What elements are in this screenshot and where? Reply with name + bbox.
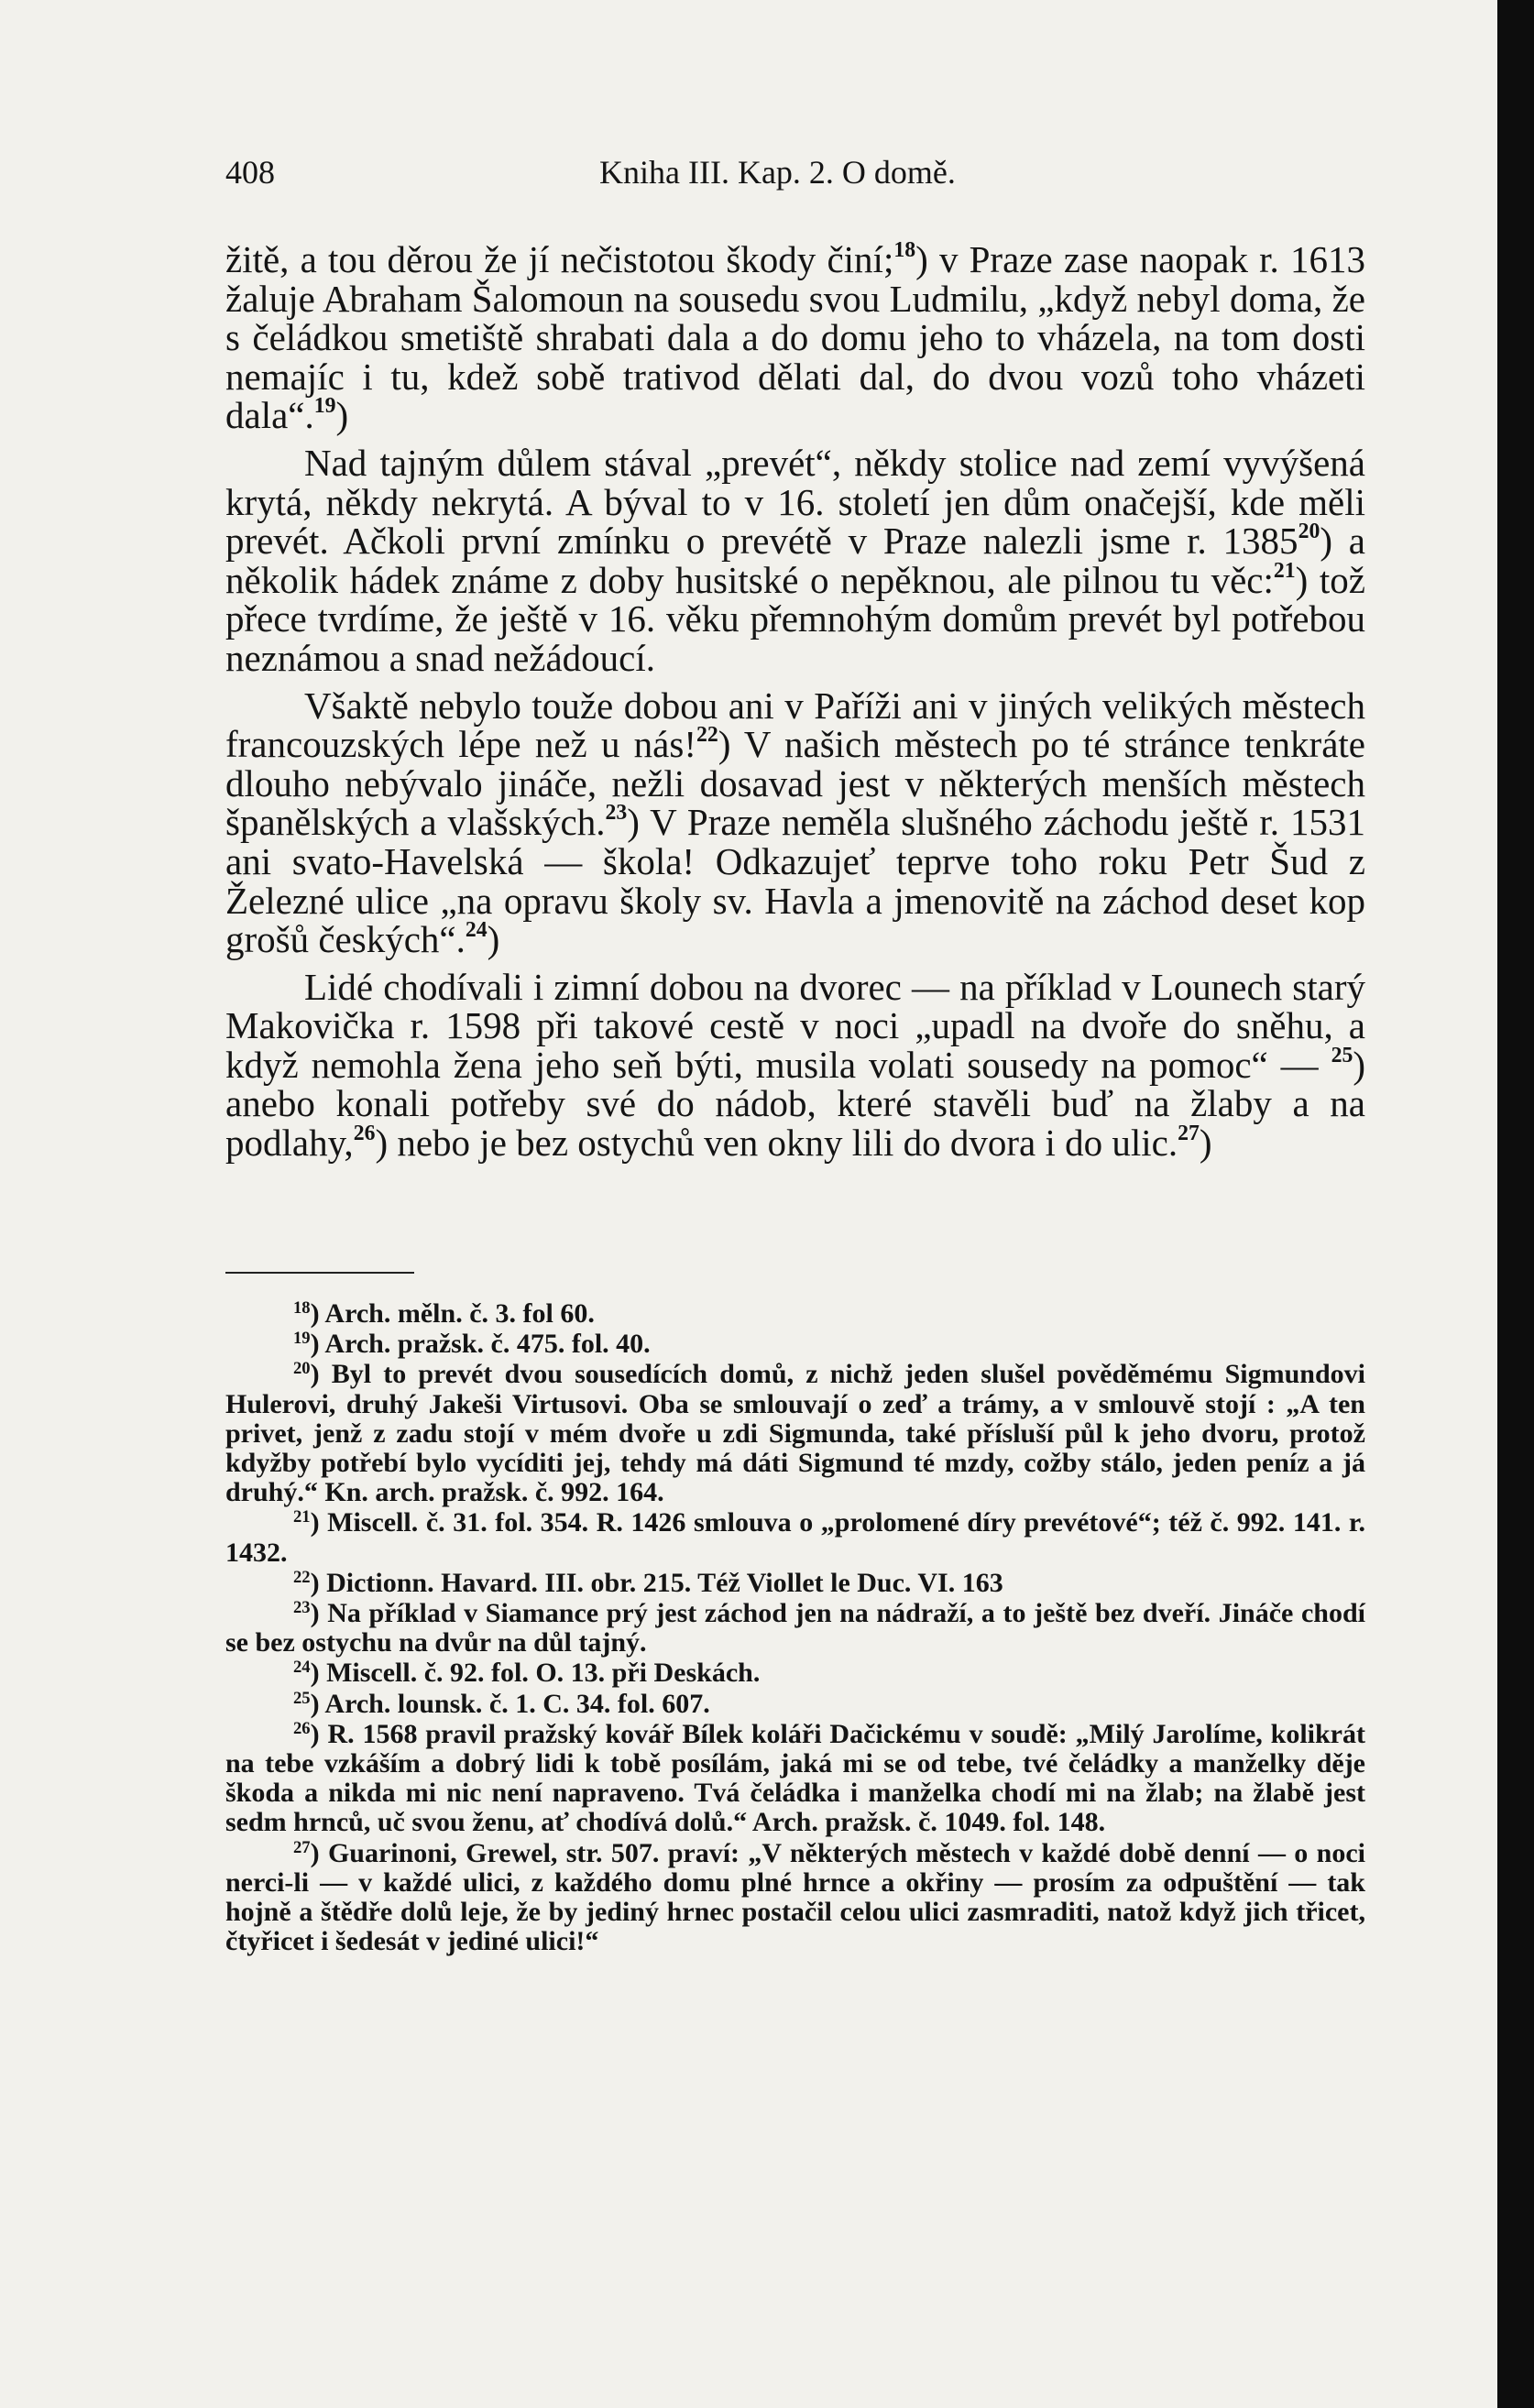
footnote: $^{23}$) Na příklad v Siamance prý jest záchod jen na nádraží, a to ještě bez dveří. Jináče chodí se bez ostychu na dvůr na důl tajný. bbox=[225, 1597, 1365, 1658]
footnote-ref: 27 bbox=[1178, 1121, 1200, 1145]
page-number: 408 bbox=[225, 154, 275, 191]
footnote: $^{21}$) Miscell. č. 31. fol. 354. R. 1426 smlouva o „prolomené díry prevétové“; též č. 992. 141. r. 1432. bbox=[225, 1507, 1365, 1568]
footnote-ref: 21 bbox=[1273, 558, 1296, 583]
footnote: $^{24}$) Miscell. č. 92. fol. O. 13. při Deskách. bbox=[293, 1658, 761, 1689]
footnote-ref: 26 bbox=[353, 1121, 376, 1145]
footnote: $^{22}$) Dictionn. Havard. III. obr. 215. Též Viollet le Duc. VI. 163 bbox=[293, 1567, 1003, 1598]
footnote-ref: 19 bbox=[313, 394, 336, 419]
footnote-ref: 20 bbox=[1298, 520, 1320, 544]
body-text bbox=[225, 237, 1365, 1171]
paragraph: Lidé chodívali i zimní dobou na dvorec — na příklad v Lounech starý Makovička r. 1598 při takové cestě v noci „upadl na dvoře do sněhu, a když nemohla žena jeho seň býti, musila volati sousedy na pomoc“ — $^{25}$) anebo konali potřeby své do nádob, které stavěli buď na žlaby a na podlahy,$^{26}$) nebo je bez ostychů ven okny lili do dvora i do ulic.$^{27}$) bbox=[225, 965, 1365, 1165]
paragraph: Nad tajným důlem stával „prevét“, někdy stolice nad zemí vyvýšená krytá, někdy nekrytá. A býval to v 16. století jen dům onačejší, kde měli prevét. Ačkoli první zmínku o prevétě v Praze nalezli jsme r. 1385$^{20}$) a několik hádek známe z doby husitské o nepěknou, ale pilnou tu věc:$^{21}$) tož přece tvrdíme, že ještě v 16. věku přemnohým domům prevét byl potřebou neznámou a snad nežádoucí. bbox=[225, 441, 1365, 679]
footnote: $^{26}$) R. 1568 pravil pražský kovář Bílek koláři Dačickému v soudě: „Milý Jarolíme, kolikrát na tebe vzkáším a dobrý lidi k tobě posílám, jaká mi se od tebe, tvé čeládky a manželky děje škoda a nikda mi nic není napraveno. Tvá čeládka i manželka chodí mi na žlab; na žlabě jest sedm hrnců, uč svou ženu, ať chodívá dolů.“ Arch. pražsk. č. 1049. fol. 148. bbox=[225, 1718, 1365, 1838]
footnote: $^{18}$) Arch. měln. č. 3. fol 60. bbox=[293, 1297, 595, 1329]
footnote-ref: 18 bbox=[893, 237, 916, 262]
paragraph: žitě, a tou děrou že jí nečistotou škody činí;$^{18}$) v Praze zase naopak r. 1613 žaluje Abraham Šalomoun na sousedu svou Ludmilu, „když nebyl doma, že s čeládkou smetiště shrabati dala a do domu jeho to vházela, na tom dosti nemajíc i tu, kdež sobě trativod dělati dal, do dvou vozů toho vházeti dala“.$^{19}$) bbox=[225, 237, 1365, 437]
running-head: Kniha III. Kap. 2. O domě. bbox=[599, 154, 956, 191]
paragraph: Všaktě nebylo touže dobou ani v Paříži ani v jiných velikých městech francouzských lépe než u nás!$^{22}$) V našich městech po té stránce tenkráte dlouho nebývalo jináče, nežli dosavad jest v některých menších městech španělských a vlašských.$^{23}$) V Praze neměla slušného záchodu ještě r. 1531 ani svato-Havelská — škola! Odkazujeť teprve toho roku Petr Šud z Železné ulice „na opravu školy sv. Havla a jmenovitě na záchod deset kop grošů českých“.$^{24}$) bbox=[225, 684, 1365, 961]
footnote-ref: 22 bbox=[696, 723, 718, 748]
footnote: $^{19}$) Arch. pražsk. č. 475. fol. 40. bbox=[293, 1328, 651, 1360]
footnote-ref: 24 bbox=[465, 917, 488, 942]
footnote-ref: 25 bbox=[1331, 1043, 1353, 1067]
footnote-separator bbox=[225, 1272, 414, 1274]
footnotes bbox=[225, 1299, 1365, 1957]
footnote: $^{20}$) Byl to prevét dvou sousedících domů, z nichž jeden slušel pověděmému Sigmundovi Hulerovi, druhý Jakeši Virtusovi. Oba se smlouvají o zeď a trámy, a v smlouvě stojí : „A ten privet, jenž z zadu stojí v mém dvoře u zdi Sigmunda, také přísluší půl k jeho dvoru, protož kdyžby potřebí bylo vycíditi jej, tehdy má dáti Sigmund té mzdy, cožby stálo, jeden peníz a já druhý.“ Kn. arch. pražsk. č. 992. 164. bbox=[225, 1359, 1365, 1508]
page-header bbox=[225, 147, 1343, 198]
footnote-ref: 23 bbox=[605, 801, 628, 826]
footnote: $^{25}$) Arch. lounsk. č. 1. C. 34. fol. 607. bbox=[293, 1688, 710, 1719]
footnote: $^{27}$) Guarinoni, Grewel, str. 507. praví: „V některých městech v každé době denní — o noci nerci-li — v každé ulici, z každého domu plné hrnce a okřiny — prosím za odpuštění — tak hojně a štědře dolů leje, že by jediný hrnec postačil celou ulici zasmraditi, natož když jich třicet, čtyřicet i šedesát v jediné ulici!“ bbox=[225, 1837, 1365, 1957]
